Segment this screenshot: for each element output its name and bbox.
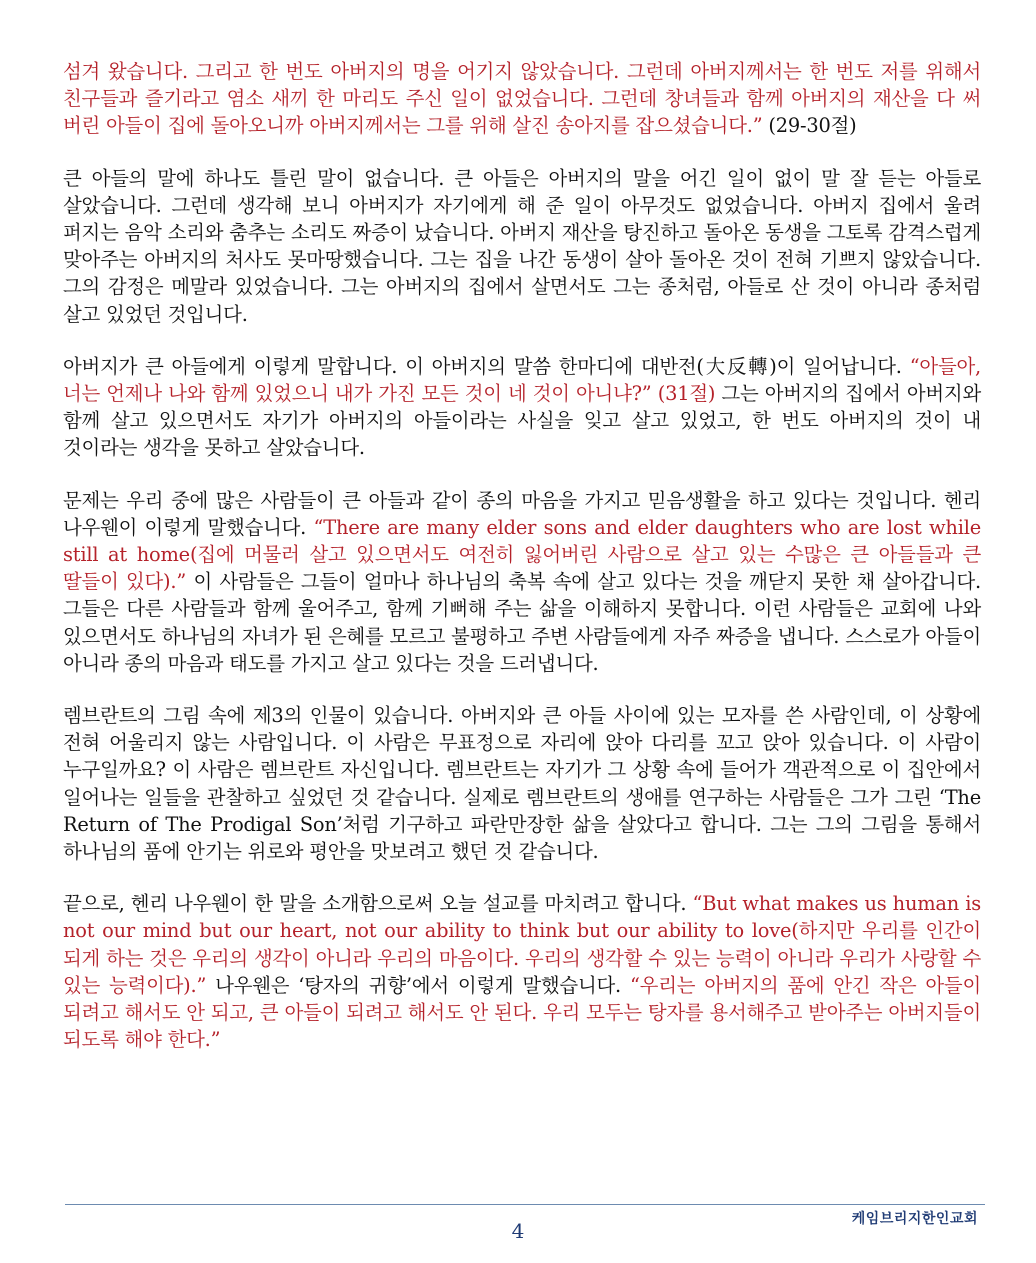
body-text: 렘브란트의 그림 속에 제3의 인물이 있습니다. 아버지와 큰 아들 사이에 있는 모자를 쓴 사람인데, 이 상황에 전혀 어울리지 않는 사람입니다. 이 사람은 무표정으로 자리에 앉아 다리를 꼬고 앉아 있습니다. 이 사람이 누구일까요? 이 사람은 렘브란트 자신입니다. 렘브란트는 자기가 그 상황 속에 들어가 객관적으로 이 집안에서 일어나는 일들을 관찰하고 싶었던 것 같습니다. 실제로 렘브란트의 생애를 연구하는 사람들은 그가 그린 ‘The Return of The Prodigal Son’처럼 기구하고 파란만장한 삶을 살았다고 합니다. 그는 그의 그림을 통해서 하나님의 품에 안기는 위로와 평안을 맛보려고 했던 것 같습니다.: [63, 704, 981, 864]
body-text: 이 사람들은 그들이 얼마나 하나님의 축복 속에 살고 있다는 것을 깨닫지 못한 채 살아갑니다. 그들은 다른 사람들과 함께 울어주고, 함께 기뻐해 주는 삶을 이해하지 못합니다. 이런 사람들은 교회에 나와 있으면서도 하나님의 자녀가 된 은혜를 모르고 불평하고 주변 사람들에게 자주 짜증을 냅니다. 스스로가 아들이 아니라 종의 마음과 태도를 가지고 살고 있다는 것을 드러냅니다.: [63, 570, 981, 675]
body-text: 큰 아들의 말에 하나도 틀린 말이 없습니다. 큰 아들은 아버지의 말을 어긴 일이 없이 말 잘 듣는 아들로 살았습니다. 그런데 생각해 보니 아버지가 자기에게 해 준 일이 아무것도 없었습니다. 아버지 집에서 울려 퍼지는 음악 소리와 춤추는 소리도 짜증이 났습니다. 아버지 재산을 탕진하고 돌아온 동생을 그토록 감격스럽게 맞아주는 아버지의 처사도 못마땅했습니다. 그는 집을 나간 동생이 살아 돌아온 것이 전혀 기쁘지 않았습니다. 그의 감정은 메말라 있었습니다. 그는 아버지의 집에서 살면서도 그는 종처럼, 아들로 산 것이 아니라 종처럼 살고 있었던 것입니다.: [63, 166, 981, 326]
body-text: 나우웬은 ‘탕자의 귀향’에서 이렇게 말했습니다.: [206, 973, 630, 997]
verse-reference: (29-30절): [762, 114, 857, 138]
body-text: 그는 아버지의 집에서 아버지와 함께 살고 있으면서도 자기가 아버지의 아들이라는 사실을 잊고 살고 있었고, 한 번도 아버지의 것이 내 것이라는 생각을 못하고 살았습니다.: [63, 382, 981, 460]
paragraph-2: [63, 165, 981, 328]
page-number: 4: [511, 1219, 525, 1243]
paragraph-3: [63, 353, 981, 462]
scripture-quote: 섬겨 왔습니다. 그리고 한 번도 아버지의 명을 어기지 않았습니다. 그런데 아버지께서는 한 번도 저를 위해서 친구들과 즐기라고 염소 새끼 한 마리도 주신 일이 없었습니다. 그런데 창녀들과 함께 아버지의 재산을 다 써 버린 아들이 집에 돌아오니까 아버지께서는 그를 위해 살진 송아지를 잡으셨습니다.”: [63, 60, 981, 138]
paragraph-5: [63, 702, 981, 865]
paragraph-4: [63, 487, 981, 677]
body-text: 끝으로, 헨리 나우웬이 한 말을 소개함으로써 오늘 설교를 마치려고 합니다.: [63, 892, 693, 916]
footer-divider: [65, 1204, 985, 1205]
body-text: 아버지가 큰 아들에게 이렇게 말합니다. 이 아버지의 말씀 한마디에 대반전(大反轉)이 일어납니다.: [63, 354, 910, 378]
scripture-quote: “아들아, 너는 언제나 나와 함께 있었으니 내가 가진 모든 것이 네 것이 아니냐?” (31절): [63, 354, 981, 406]
church-name: 케임브리지한인교회: [851, 1211, 978, 1227]
nouwen-quote: “There are many elder sons and elder daughters who are lost while still at home(집에 머물러 살고 있으면서도 여전히 잃어버린 사람으로 살고 있는 수많은 큰 아들들과 큰 딸들이 있다).”: [63, 515, 982, 594]
nouwen-quote: “우리는 아버지의 품에 안긴 작은 아들이 되려고 해서도 안 되고, 큰 아들이 되려고 해서도 안 된다. 우리 모두는 탕자를 용서해주고 받아주는 아버지들이 되도록 해야 한다.”: [63, 973, 981, 1052]
paragraph-1: [63, 58, 981, 140]
paragraph-6: [63, 890, 981, 1053]
sermon-body: [63, 58, 981, 1079]
body-text: 문제는 우리 중에 많은 사람들이 큰 아들과 같이 종의 마음을 가지고 믿음생활을 하고 있다는 것입니다. 헨리 나우웬이 이렇게 말했습니다.: [63, 488, 981, 539]
nouwen-quote: “But what makes us human is not our mind but our heart, not our ability to think but our ability to love(하지만 우리를 인간이 되게 하는 것은 우리의 생각이 아니라 우리의 마음이다. 우리의 생각할 수 있는 능력이 아니라 우리가 사랑할 수 있는 능력이다).”: [63, 892, 981, 997]
